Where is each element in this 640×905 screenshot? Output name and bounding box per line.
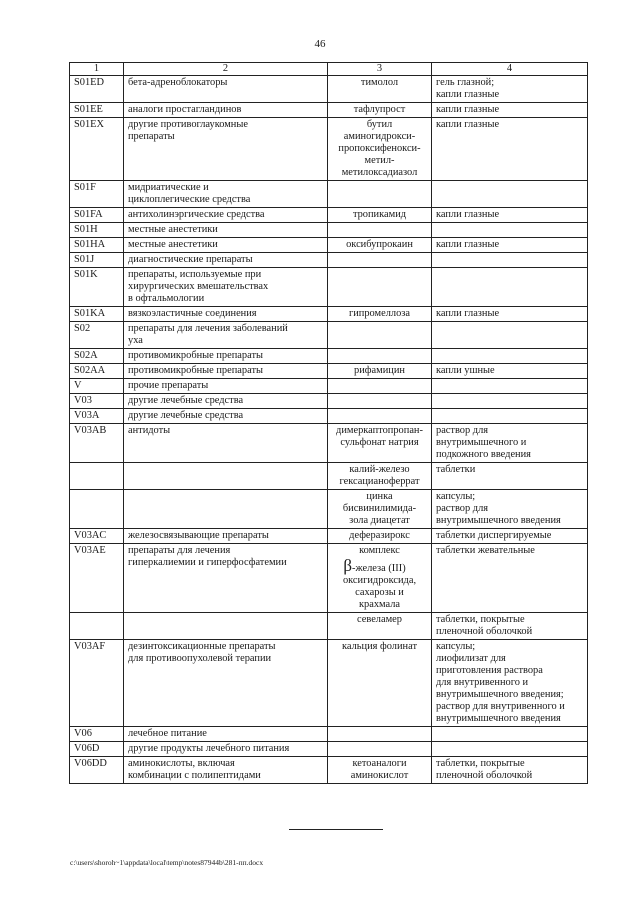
table-row (70, 490, 588, 529)
group-name-cell (124, 613, 328, 640)
dosage-form-cell-text: таблетки (436, 464, 476, 475)
group-name-cell (124, 379, 328, 394)
atc-code-cell-text: S01EX (74, 119, 105, 130)
substance-cell-text: кальция фолинат (342, 641, 417, 652)
dosage-form-cell (432, 364, 588, 379)
table-row (70, 268, 588, 307)
column-header-2: 2 (124, 63, 328, 76)
group-name-cell (124, 394, 328, 409)
table-row (70, 640, 588, 727)
dosage-form-cell (432, 103, 588, 118)
group-name-cell-text: другие лечебные средства (128, 395, 244, 406)
table-header-row (70, 63, 588, 76)
atc-drug-table (69, 62, 588, 784)
table-body (70, 76, 588, 784)
atc-code-cell-text: S01HA (74, 239, 106, 250)
dosage-form-cell-text: капли глазные (436, 104, 500, 115)
group-name-cell (124, 409, 328, 424)
atc-code-cell (70, 322, 124, 349)
substance-cell-text: севеламер (357, 614, 402, 625)
dosage-form-cell (432, 424, 588, 463)
dosage-form-cell-text: таблетки, покрытые пленочной оболочкой (436, 614, 533, 637)
substance-cell-text: деферазирокс (349, 530, 410, 541)
group-name-cell (124, 238, 328, 253)
atc-code-cell-text: S01J (74, 254, 95, 265)
dosage-form-cell (432, 238, 588, 253)
dosage-form-cell-text: капли ушные (436, 365, 495, 376)
atc-code-cell (70, 349, 124, 364)
atc-code-cell-text: S01FA (74, 209, 103, 220)
substance-cell-text: гипромеллоза (348, 308, 411, 319)
group-name-cell (124, 181, 328, 208)
substance-cell (328, 103, 432, 118)
group-name-cell-text: противомикробные препараты (128, 350, 263, 361)
dosage-form-cell (432, 613, 588, 640)
group-name-cell-text: препараты для лечения гиперкалиемии и гиперфосфатемии (128, 545, 287, 568)
table-row (70, 529, 588, 544)
group-name-cell (124, 223, 328, 238)
table-row (70, 103, 588, 118)
substance-cell (328, 253, 432, 268)
group-name-cell (124, 490, 328, 529)
group-name-cell-text: антихолинэргические средства (128, 209, 265, 220)
substance-cell (328, 322, 432, 349)
dosage-form-cell (432, 727, 588, 742)
atc-code-cell (70, 364, 124, 379)
dosage-form-cell (432, 529, 588, 544)
substance-cell (328, 409, 432, 424)
table-row (70, 76, 588, 103)
footnote-separator (289, 829, 383, 830)
group-name-cell-text: препараты, используемые при хирургических вмешательствах в офтальмологии (128, 269, 269, 304)
group-name-cell (124, 544, 328, 613)
atc-code-cell-text: V03AF (74, 641, 106, 652)
group-name-cell-text: другие противоглаукомные препараты (128, 119, 248, 142)
group-name-cell-text: противомикробные препараты (128, 365, 263, 376)
atc-code-cell (70, 181, 124, 208)
table-row (70, 757, 588, 784)
group-name-cell (124, 268, 328, 307)
dosage-form-cell-text: гель глазной; капли глазные (436, 77, 500, 100)
table-row (70, 307, 588, 322)
substance-cell (328, 208, 432, 223)
substance-cell-text: калий-железо гексацианоферрат (339, 464, 420, 487)
table-row (70, 208, 588, 223)
substance-cell (328, 379, 432, 394)
dosage-form-cell (432, 118, 588, 181)
group-name-cell-text: антидоты (128, 425, 171, 436)
dosage-form-cell (432, 544, 588, 613)
substance-cell (328, 424, 432, 463)
dosage-form-cell (432, 490, 588, 529)
group-name-cell (124, 253, 328, 268)
group-name-cell-text: лечебное питание (128, 728, 207, 739)
substance-cell-text: оксибупрокаин (346, 239, 413, 250)
atc-code-cell (70, 613, 124, 640)
dosage-form-cell (432, 76, 588, 103)
table-row (70, 238, 588, 253)
group-name-cell (124, 349, 328, 364)
atc-code-cell-text: S02 (74, 323, 91, 334)
atc-code-cell (70, 424, 124, 463)
dosage-form-cell (432, 409, 588, 424)
file-path-footer: c:\users\shoroh~1\appdata\local\temp\notes87944b\281-пп.docx (70, 858, 264, 867)
substance-cell (328, 181, 432, 208)
substance-cell (328, 76, 432, 103)
substance-cell (328, 223, 432, 238)
dosage-form-cell (432, 307, 588, 322)
table-row (70, 463, 588, 490)
substance-cell-text: димеркаптопропан- сульфонат натрия (336, 425, 423, 448)
group-name-cell-text: другие лечебные средства (128, 410, 244, 421)
group-name-cell-text: мидриатические и циклоплегические средства (128, 182, 251, 205)
table-row (70, 394, 588, 409)
substance-cell-text: тафлупрост (353, 104, 406, 115)
table-row (70, 118, 588, 181)
group-name-cell (124, 118, 328, 181)
column-header-4: 4 (432, 63, 588, 76)
group-name-cell-text: прочие препараты (128, 380, 209, 391)
group-name-cell (124, 322, 328, 349)
atc-code-cell-text: V (74, 380, 82, 391)
atc-code-cell (70, 253, 124, 268)
atc-code-cell-text: V06 (74, 728, 92, 739)
dosage-form-cell-text: таблетки диспергируемые (436, 530, 552, 541)
atc-code-cell (70, 238, 124, 253)
group-name-cell-text: аминокислоты, включая комбинации с полипептидами (128, 758, 261, 781)
atc-code-cell-text: S01KA (74, 308, 106, 319)
atc-code-cell-text: V03 (74, 395, 92, 406)
atc-code-cell (70, 640, 124, 727)
atc-code-cell (70, 76, 124, 103)
dosage-form-cell-text: таблетки жевательные (436, 545, 535, 556)
substance-cell (328, 118, 432, 181)
substance-cell (328, 349, 432, 364)
table-row (70, 223, 588, 238)
group-name-cell-text: дезинтоксикационные препараты для противоопухолевой терапии (128, 641, 276, 664)
substance-cell (328, 394, 432, 409)
table-row (70, 409, 588, 424)
atc-code-cell (70, 409, 124, 424)
atc-code-cell (70, 727, 124, 742)
column-header-1: 1 (70, 63, 124, 76)
substance-cell (328, 742, 432, 757)
substance-cell (328, 238, 432, 253)
group-name-cell-text: препараты для лечения заболеваний уха (128, 323, 288, 346)
dosage-form-cell (432, 742, 588, 757)
substance-cell-text: цинка бисвинилимида- зола диацетат (342, 491, 417, 526)
dosage-form-cell (432, 253, 588, 268)
table-row (70, 742, 588, 757)
group-name-cell-text: аналоги простагландинов (128, 104, 242, 115)
group-name-cell (124, 727, 328, 742)
dosage-form-cell (432, 349, 588, 364)
atc-code-cell-text: S02A (74, 350, 98, 361)
dosage-form-cell (432, 394, 588, 409)
atc-code-cell-text: S02AA (74, 365, 106, 376)
atc-code-cell-text: V03A (74, 410, 100, 421)
group-name-cell (124, 364, 328, 379)
substance-cell (328, 544, 432, 613)
substance-cell (328, 307, 432, 322)
table-row (70, 181, 588, 208)
atc-code-cell-text: V06DD (74, 758, 107, 769)
substance-cell (328, 727, 432, 742)
dosage-form-cell-text: капсулы; лиофилизат для приготовления раствора для внутривенного и внутримышечного введения; раствор для внутривенного и внутримышечного введения (436, 641, 565, 724)
substance-continuation-text: -железа (III) оксигидроксида, сахарозы и крахмала (342, 563, 417, 610)
page-number: 46 (314, 38, 326, 50)
group-name-cell (124, 757, 328, 784)
group-name-cell-text: местные анестетики (128, 239, 218, 250)
substance-cell (328, 757, 432, 784)
dosage-form-cell (432, 268, 588, 307)
atc-code-cell-text: S01EE (74, 104, 103, 115)
group-name-cell (124, 463, 328, 490)
group-name-cell-text: бета-адреноблокаторы (128, 77, 228, 88)
atc-code-cell-text: S01H (74, 224, 98, 235)
column-header-3: 3 (328, 63, 432, 76)
atc-code-cell-text: V03AB (74, 425, 107, 436)
substance-cell (328, 268, 432, 307)
atc-code-cell (70, 307, 124, 322)
group-name-cell-text: местные анестетики (128, 224, 218, 235)
substance-cell-text: тропикамид (352, 209, 407, 220)
atc-code-cell-text: S01K (74, 269, 98, 280)
table-row (70, 424, 588, 463)
substance-cell (328, 463, 432, 490)
substance-cell-text: тимолол (360, 77, 399, 88)
atc-code-cell (70, 268, 124, 307)
atc-code-cell (70, 463, 124, 490)
group-name-cell (124, 208, 328, 223)
beta-symbol: β (343, 556, 352, 575)
substance-cell (328, 364, 432, 379)
dosage-form-cell-text: капли глазные (436, 308, 500, 319)
dosage-form-cell (432, 463, 588, 490)
dosage-form-cell-text: капли глазные (436, 239, 500, 250)
group-name-cell (124, 103, 328, 118)
atc-code-cell (70, 529, 124, 544)
dosage-form-cell-text: раствор для внутримышечного и подкожного введения (436, 425, 531, 460)
table-row (70, 379, 588, 394)
substance-cell (328, 640, 432, 727)
substance-cell-text: комплекс (359, 545, 400, 556)
atc-code-cell (70, 394, 124, 409)
group-name-cell-text: другие продукты лечебного питания (128, 743, 290, 754)
table-row (70, 349, 588, 364)
dosage-form-cell-text: капсулы; раствор для внутримышечного введения (436, 491, 561, 526)
dosage-form-cell-text: капли глазные (436, 119, 500, 130)
atc-code-cell-text: S01F (74, 182, 96, 193)
dosage-form-cell (432, 208, 588, 223)
group-name-cell (124, 424, 328, 463)
dosage-form-cell (432, 322, 588, 349)
atc-code-cell (70, 544, 124, 613)
substance-cell-text: кетоаналоги аминокислот (350, 758, 409, 781)
dosage-form-cell (432, 223, 588, 238)
atc-code-cell-text: V03AC (74, 530, 107, 541)
atc-code-cell (70, 103, 124, 118)
dosage-form-cell (432, 379, 588, 394)
dosage-form-cell-text: капли глазные (436, 209, 500, 220)
group-name-cell (124, 640, 328, 727)
group-name-cell-text: железосвязывающие препараты (128, 530, 269, 541)
atc-code-cell (70, 379, 124, 394)
table-row (70, 727, 588, 742)
dosage-form-cell (432, 640, 588, 727)
substance-cell-text: бутил аминогидрокси- пропоксифенокси- метил- метилоксадиазол (338, 119, 421, 178)
table-row (70, 364, 588, 379)
table-row (70, 613, 588, 640)
atc-code-cell (70, 208, 124, 223)
dosage-form-cell-text: таблетки, покрытые пленочной оболочкой (436, 758, 533, 781)
atc-code-cell (70, 757, 124, 784)
atc-code-cell (70, 223, 124, 238)
substance-cell (328, 529, 432, 544)
dosage-form-cell (432, 757, 588, 784)
table-row (70, 322, 588, 349)
group-name-cell-text: диагностические препараты (128, 254, 253, 265)
substance-cell-text: рифамицин (354, 365, 405, 376)
dosage-form-cell (432, 181, 588, 208)
atc-code-cell-text: S01ED (74, 77, 105, 88)
group-name-cell (124, 742, 328, 757)
group-name-cell (124, 307, 328, 322)
atc-code-cell (70, 118, 124, 181)
substance-cell (328, 613, 432, 640)
group-name-cell (124, 76, 328, 103)
table-row (70, 544, 588, 613)
atc-code-cell-text: V03AE (74, 545, 106, 556)
atc-code-cell-text: V06D (74, 743, 100, 754)
atc-code-cell (70, 742, 124, 757)
group-name-cell (124, 529, 328, 544)
substance-cell (328, 490, 432, 529)
group-name-cell-text: вязкоэластичные соединения (128, 308, 257, 319)
table-row (70, 253, 588, 268)
atc-code-cell (70, 490, 124, 529)
